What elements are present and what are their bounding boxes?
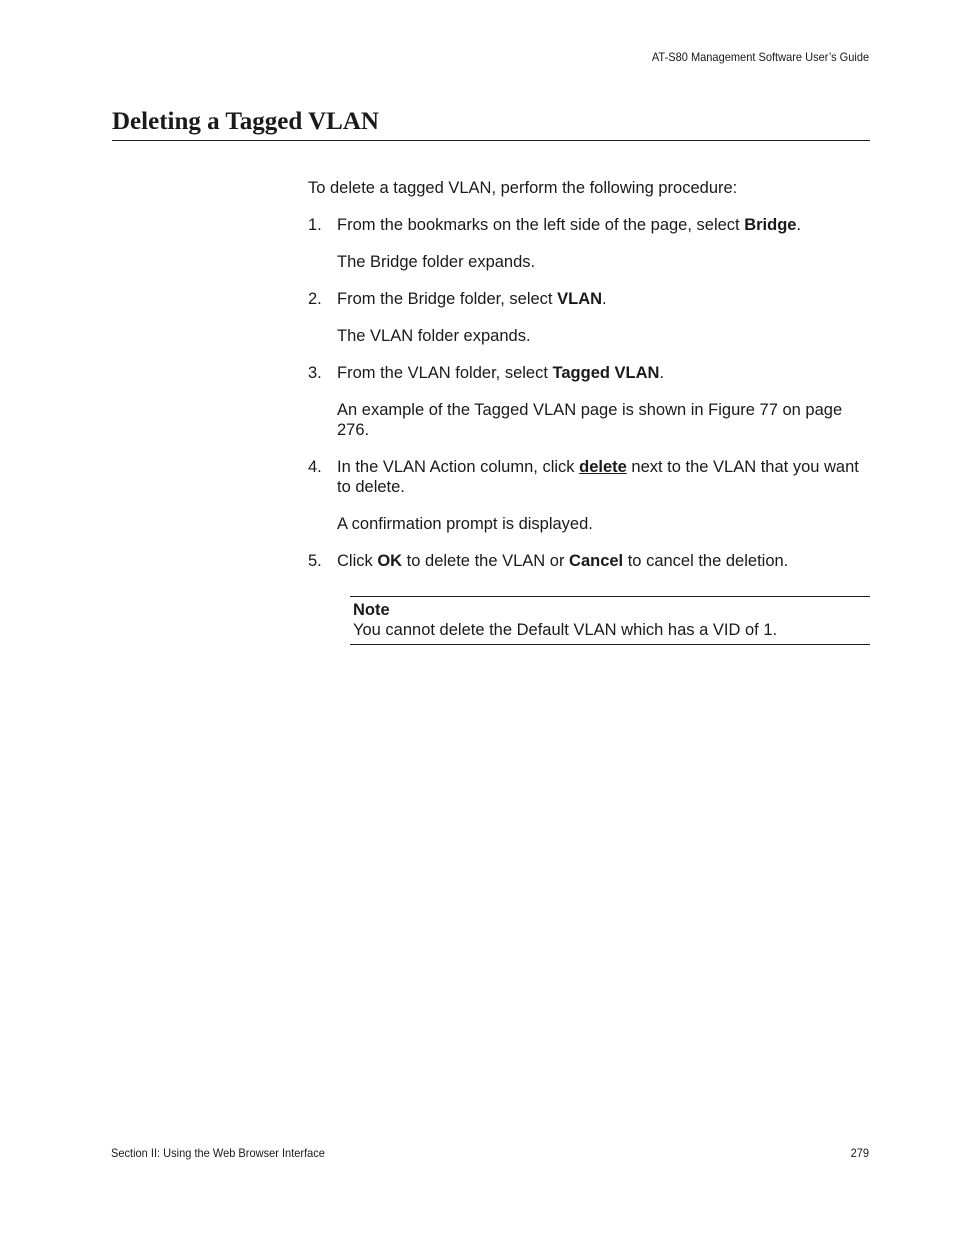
ui-term: VLAN bbox=[557, 290, 603, 308]
step-result: The Bridge folder expands. bbox=[337, 253, 536, 271]
step-text: . bbox=[602, 290, 607, 308]
step-instruction bbox=[337, 215, 870, 235]
step-number: 4. bbox=[308, 458, 322, 476]
step-instruction bbox=[337, 363, 870, 383]
ui-term: Cancel bbox=[569, 552, 624, 570]
step-2 bbox=[308, 289, 870, 346]
footer-section: Section II: Using the Web Browser Interface bbox=[111, 1146, 325, 1160]
step-text: . bbox=[659, 364, 665, 382]
procedure-steps bbox=[308, 215, 870, 571]
delete-link-term: delete bbox=[579, 458, 627, 476]
step-number: 5. bbox=[308, 552, 322, 570]
step-result: The VLAN folder expands. bbox=[337, 327, 531, 345]
step-text: In the VLAN Action column, click bbox=[337, 458, 580, 476]
note-text: You cannot delete the Default VLAN which has a VID of 1. bbox=[353, 621, 778, 639]
step-text: . bbox=[796, 216, 802, 234]
step-number: 1. bbox=[308, 216, 322, 234]
intro-paragraph: To delete a tagged VLAN, perform the following procedure: bbox=[308, 179, 738, 197]
step-number: 2. bbox=[308, 290, 322, 308]
step-instruction bbox=[337, 457, 870, 497]
step-result: An example of the Tagged VLAN page is shown in Figure 77 on page 276. bbox=[337, 401, 843, 439]
step-text: to delete the VLAN or bbox=[402, 552, 570, 570]
section-title: Deleting a Tagged VLAN bbox=[112, 106, 870, 141]
step-text: From the Bridge folder, select bbox=[337, 290, 558, 308]
step-result: A confirmation prompt is displayed. bbox=[337, 515, 593, 533]
note-title: Note bbox=[353, 601, 390, 619]
step-1 bbox=[308, 215, 870, 272]
ui-term: Tagged VLAN bbox=[552, 364, 660, 382]
ui-term: Bridge bbox=[744, 216, 797, 234]
procedure-content bbox=[308, 178, 870, 645]
step-text: From the VLAN folder, select bbox=[337, 364, 553, 382]
step-text: From the bookmarks on the left side of the page, select bbox=[337, 216, 745, 234]
page-number: 279 bbox=[850, 1146, 869, 1160]
step-3 bbox=[308, 363, 870, 440]
step-number: 3. bbox=[308, 364, 322, 382]
ui-term: OK bbox=[377, 552, 403, 570]
note-box bbox=[350, 596, 870, 645]
step-text: to cancel the deletion. bbox=[623, 552, 789, 570]
running-header: AT-S80 Management Software User’s Guide bbox=[651, 50, 869, 64]
step-text: Click bbox=[337, 552, 378, 570]
step-5 bbox=[308, 551, 870, 571]
step-text: next to the VLAN that you want to delete. bbox=[337, 458, 859, 496]
step-4 bbox=[308, 457, 870, 534]
step-instruction bbox=[337, 551, 870, 571]
step-instruction bbox=[337, 289, 870, 309]
